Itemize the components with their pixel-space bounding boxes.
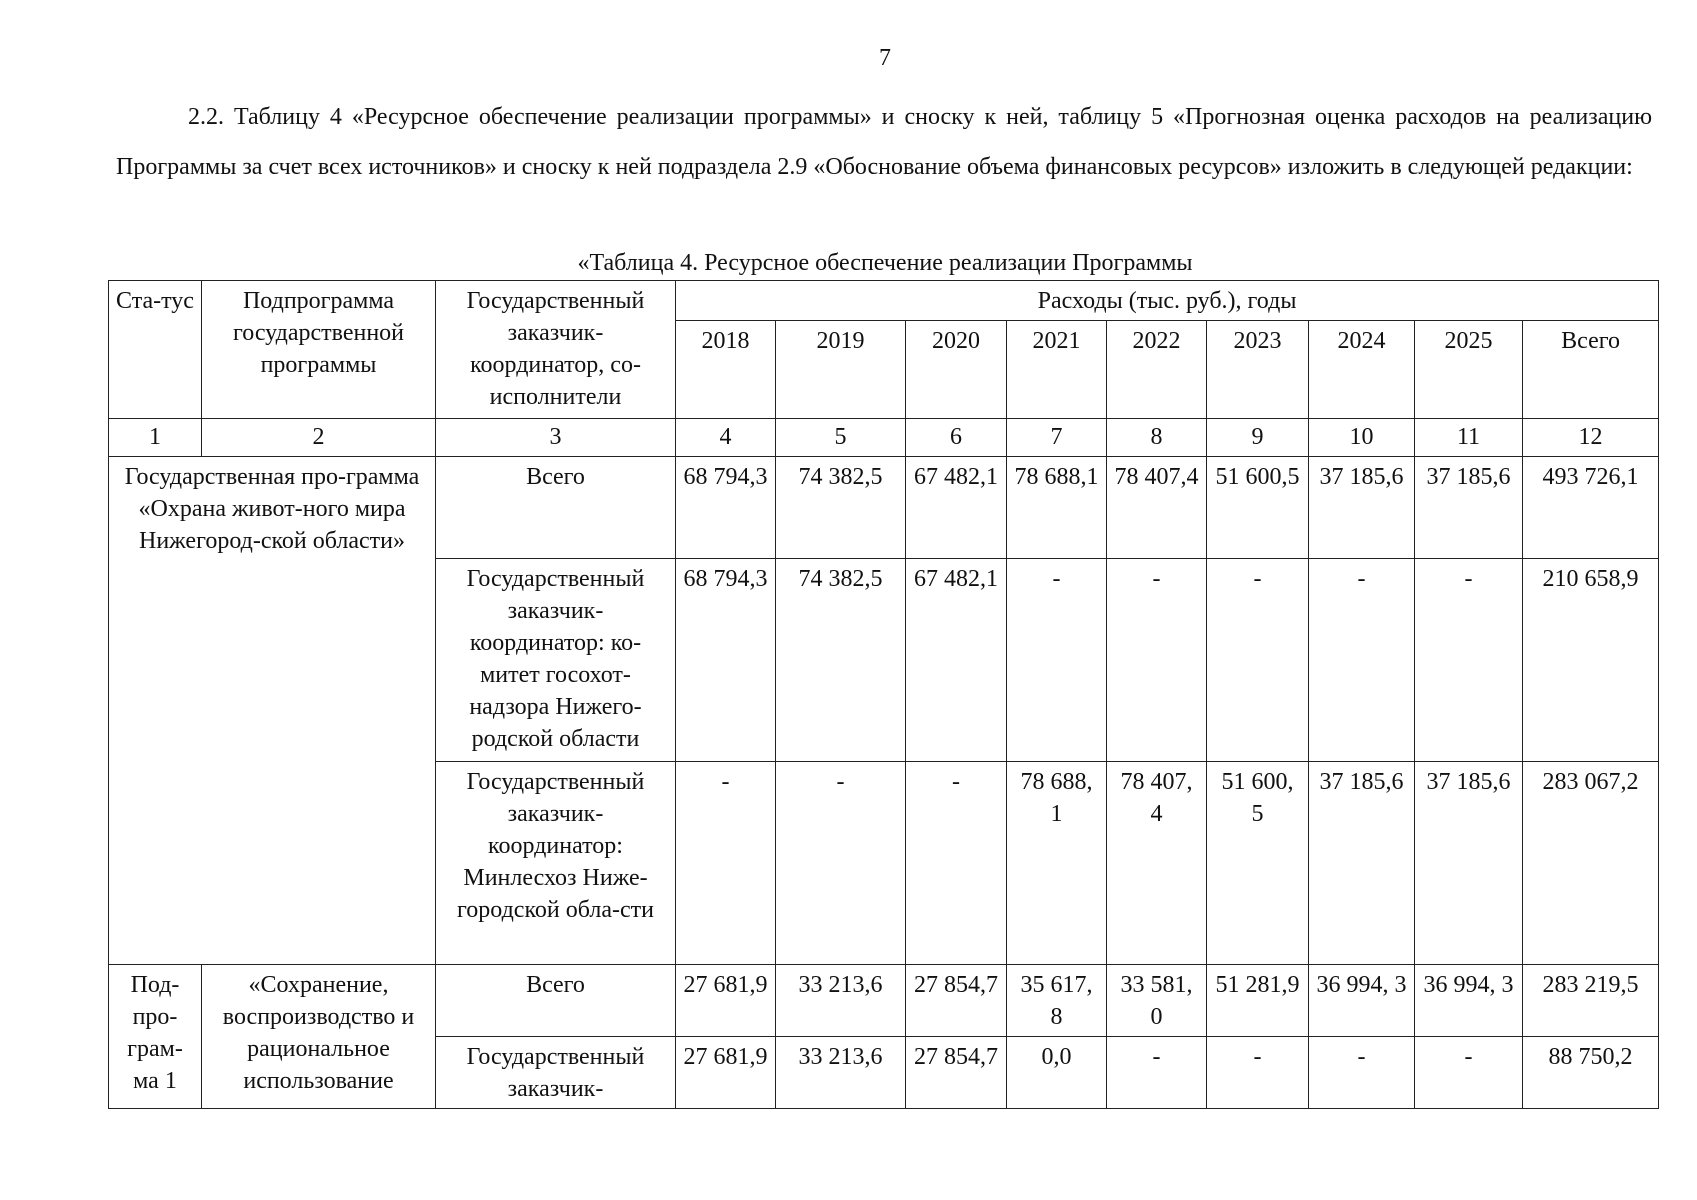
value-cell: -: [1107, 1037, 1207, 1109]
value-cell: 27 854,7: [906, 1037, 1007, 1109]
value-cell: 33 213,6: [776, 1037, 906, 1109]
header-status: Ста-тус: [109, 281, 202, 419]
column-number: 7: [1007, 419, 1107, 457]
customer-cell: Государственный заказчик-координатор: ко-митет госохот-надзора Нижего-родской области: [436, 559, 676, 762]
value-cell: 78 407,4: [1107, 457, 1207, 559]
value-cell: 51 281,9: [1207, 965, 1309, 1037]
page-number: 7: [879, 45, 891, 71]
header-year: 2018: [676, 321, 776, 419]
column-number: 4: [676, 419, 776, 457]
header-customer: Государственный заказчик-координатор, со-исполнители: [436, 281, 676, 419]
value-cell: -: [1415, 559, 1523, 762]
table-caption: «Таблица 4. Ресурсное обеспечение реализации Программы: [577, 250, 1193, 276]
value-cell: 36 994, 3: [1415, 965, 1523, 1037]
value-cell: 33 581, 0: [1107, 965, 1207, 1037]
value-cell: 37 185,6: [1415, 762, 1523, 965]
customer-cell: Всего: [436, 965, 676, 1037]
table-row: [109, 457, 1659, 559]
column-number: 1: [109, 419, 202, 457]
total-cell: 283 067,2: [1523, 762, 1659, 965]
column-number-row: [109, 419, 1659, 457]
value-cell: 36 994, 3: [1309, 965, 1415, 1037]
value-cell: 37 185,6: [1309, 762, 1415, 965]
value-cell: -: [1207, 559, 1309, 762]
total-cell: 88 750,2: [1523, 1037, 1659, 1109]
header-row-1: [109, 281, 1659, 321]
column-number: 5: [776, 419, 906, 457]
table-row: [109, 965, 1659, 1037]
column-number: 12: [1523, 419, 1659, 457]
value-cell: 68 794,3: [676, 457, 776, 559]
total-cell: 493 726,1: [1523, 457, 1659, 559]
header-expenses: Расходы (тыс. руб.), годы: [676, 281, 1659, 321]
value-cell: 78 688,1: [1007, 457, 1107, 559]
value-cell: 67 482,1: [906, 559, 1007, 762]
header-year: 2022: [1107, 321, 1207, 419]
header-year: 2021: [1007, 321, 1107, 419]
value-cell: 68 794,3: [676, 559, 776, 762]
value-cell: 74 382,5: [776, 559, 906, 762]
column-number: 6: [906, 419, 1007, 457]
value-cell: -: [1415, 1037, 1523, 1109]
value-cell: 0,0: [1007, 1037, 1107, 1109]
header-year: 2023: [1207, 321, 1309, 419]
value-cell: -: [1007, 559, 1107, 762]
value-cell: -: [1207, 1037, 1309, 1109]
value-cell: 27 681,9: [676, 965, 776, 1037]
header-year: 2025: [1415, 321, 1523, 419]
program-name-cell: Государственная про-грамма «Охрана живот-ного мира Нижегород-ской области»: [109, 457, 436, 965]
value-cell: 35 617, 8: [1007, 965, 1107, 1037]
value-cell: 51 600, 5: [1207, 762, 1309, 965]
header-subprogram: Подпрограмма государственной программы: [202, 281, 436, 419]
subprogram-status-cell: Под-про-грам-ма 1: [109, 965, 202, 1109]
column-number: 3: [436, 419, 676, 457]
resource-table: [108, 280, 1659, 1109]
header-year: 2019: [776, 321, 906, 419]
column-number: 10: [1309, 419, 1415, 457]
value-cell: -: [1107, 559, 1207, 762]
header-year: 2020: [906, 321, 1007, 419]
value-cell: 33 213,6: [776, 965, 906, 1037]
value-cell: -: [906, 762, 1007, 965]
intro-paragraph: 2.2. Таблицу 4 «Ресурсное обеспечение реализации программы» и сноску к ней, таблицу 5 «Прогнозная оценка расходов на реализацию Программы за счет всех источников» и сноску к ней подраздела 2.9 «Обоснование объема финансовых ресурсов» изложить в следующей редакции:: [116, 104, 1652, 180]
header-total: Всего: [1523, 321, 1659, 419]
value-cell: 27 854,7: [906, 965, 1007, 1037]
customer-cell: Государственный заказчик-: [436, 1037, 676, 1109]
value-cell: 78 407, 4: [1107, 762, 1207, 965]
customer-cell: Государственный заказчик-координатор: Минлесхоз Ниже-городской обла-сти: [436, 762, 676, 965]
value-cell: 78 688, 1: [1007, 762, 1107, 965]
customer-cell: Всего: [436, 457, 676, 559]
column-number: 9: [1207, 419, 1309, 457]
header-year: 2024: [1309, 321, 1415, 419]
value-cell: -: [676, 762, 776, 965]
value-cell: -: [1309, 559, 1415, 762]
total-cell: 283 219,5: [1523, 965, 1659, 1037]
value-cell: 37 185,6: [1415, 457, 1523, 559]
value-cell: 37 185,6: [1309, 457, 1415, 559]
value-cell: 51 600,5: [1207, 457, 1309, 559]
value-cell: 74 382,5: [776, 457, 906, 559]
value-cell: 67 482,1: [906, 457, 1007, 559]
value-cell: -: [776, 762, 906, 965]
column-number: 2: [202, 419, 436, 457]
column-number: 8: [1107, 419, 1207, 457]
column-number: 11: [1415, 419, 1523, 457]
value-cell: 27 681,9: [676, 1037, 776, 1109]
subprogram-name-cell: «Сохранение, воспроизводство и рациональное использование: [202, 965, 436, 1109]
total-cell: 210 658,9: [1523, 559, 1659, 762]
value-cell: -: [1309, 1037, 1415, 1109]
